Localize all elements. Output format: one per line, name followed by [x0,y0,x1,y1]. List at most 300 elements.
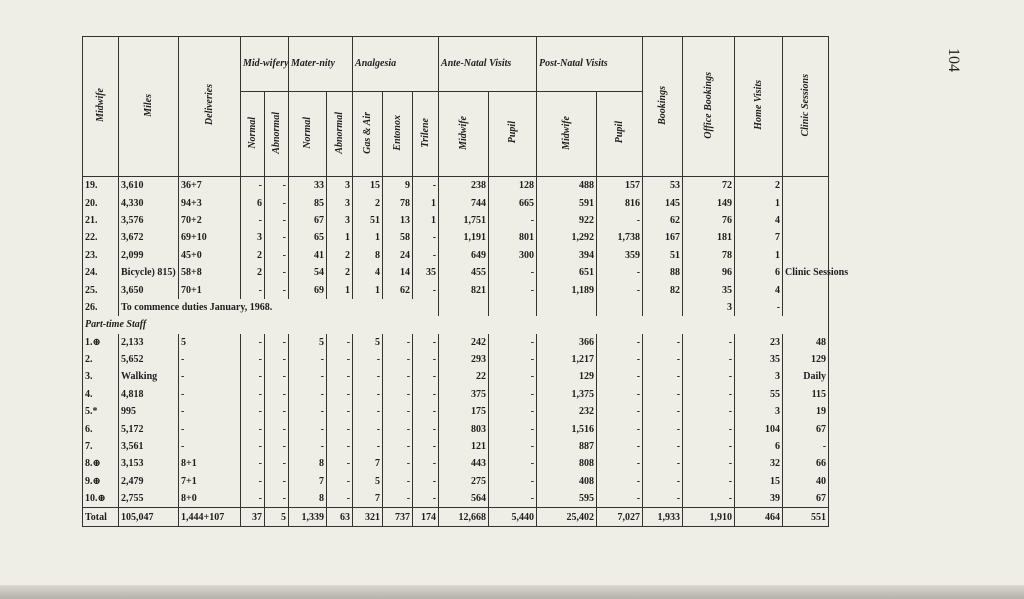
cell-cs: 67 [783,420,829,437]
table-row [83,229,829,246]
cell-en: - [383,334,413,351]
cell-ob: - [683,455,735,472]
cell-tn: 8 [289,455,327,472]
cell-en: 58 [383,229,413,246]
cell-hv: 1 [735,194,783,211]
cell-m: 22. [83,229,119,246]
table-row [83,368,829,385]
cell-del: - [179,420,241,437]
cell-bk: - [643,386,683,403]
cell-hv: 6 [735,264,783,281]
table-row [83,212,829,229]
cell-mn: - [241,490,265,508]
cell-en: 14 [383,264,413,281]
cell-ob: - [683,403,735,420]
cell-m: 26. [83,299,119,316]
midwife-statistics-table [82,36,849,527]
cell-ap: - [489,438,537,455]
cell-bk: 51 [643,247,683,264]
cell-ma: - [265,368,289,385]
cell-del: 5 [179,334,241,351]
cell-am: 443 [439,455,489,472]
cell-del: 94+3 [179,194,241,211]
cell-m: Total [83,508,119,526]
cell-am: 242 [439,334,489,351]
cell-hv: 2 [735,177,783,195]
cell-ap: - [489,403,537,420]
cell-ma: - [265,438,289,455]
cell-ma: - [265,386,289,403]
cell-pm: 408 [537,473,597,490]
cell-ap: - [489,420,537,437]
cell-pp: 359 [597,247,643,264]
cell-ob: - [683,438,735,455]
cell-ob: - [683,490,735,508]
table-row [83,473,829,490]
cell-cs [783,281,829,298]
cell-pp: - [597,386,643,403]
cell-am: 821 [439,281,489,298]
cell-miles: 5,652 [119,351,179,368]
cell-pm: 595 [537,490,597,508]
cell-cs: 129 [783,351,829,368]
cell-en: - [383,473,413,490]
cell-tn: 1,339 [289,508,327,526]
cell-ob: 3 [683,299,735,316]
cell-del: 69+10 [179,229,241,246]
cell-empty [439,299,489,316]
cell-del: 70+1 [179,281,241,298]
cell-bk: 1,933 [643,508,683,526]
cell-ap: - [489,334,537,351]
cell-pm: 1,189 [537,281,597,298]
cell-pp: 7,027 [597,508,643,526]
cell-bk: 88 [643,264,683,281]
cell-miles: 105,047 [119,508,179,526]
cell-ap: - [489,212,537,229]
cell-ma: 5 [265,508,289,526]
cell-pp: - [597,264,643,281]
cell-tr: - [413,420,439,437]
cell-ga: 5 [353,334,383,351]
cell-ma: - [265,403,289,420]
cell-ta: - [327,438,353,455]
cell-miles: 5,172 [119,420,179,437]
cell-bk: 145 [643,194,683,211]
cell-ob: - [683,386,735,403]
cell-pp: 816 [597,194,643,211]
cell-ob: - [683,334,735,351]
cell-ob: - [683,473,735,490]
cell-mn: 2 [241,247,265,264]
cell-mn: - [241,438,265,455]
cell-ap: 665 [489,194,537,211]
cell-tn: - [289,403,327,420]
cell-pm: 394 [537,247,597,264]
cell-am: 293 [439,351,489,368]
cell-ta: - [327,420,353,437]
group-postnatal-header: Post-Natal Visits [537,37,643,92]
cell-tn: 8 [289,490,327,508]
cell-tr: - [413,403,439,420]
cell-del: 36+7 [179,177,241,195]
cell-ta: 3 [327,177,353,195]
cell-hv: - [735,299,783,316]
cell-bk: - [643,403,683,420]
cell-en: - [383,351,413,368]
cell-ob: 181 [683,229,735,246]
cell-en: - [383,438,413,455]
cell-pm: 232 [537,403,597,420]
cell-tr: - [413,229,439,246]
cell-en: 13 [383,212,413,229]
group-antenatal-header: Ante-Natal Visits [439,37,537,92]
cell-mn: - [241,455,265,472]
cell-am: 375 [439,386,489,403]
cell-pm: 808 [537,455,597,472]
cell-en: - [383,403,413,420]
cell-am: 803 [439,420,489,437]
table-row [83,455,829,472]
cell-m: 20. [83,194,119,211]
cell-ma: - [265,490,289,508]
col-bookings-header: Bookings [643,37,683,177]
cell-m: 5.* [83,403,119,420]
cell-miles: 3,650 [119,281,179,298]
cell-hv: 39 [735,490,783,508]
cell-bk: 82 [643,281,683,298]
cell-mn: - [241,351,265,368]
col-deliveries-header: Deliveries [179,37,241,177]
table-body [83,177,849,527]
table-row [83,438,829,455]
cell-ma: - [265,351,289,368]
group-midwifery-header: Mid-wifery [241,37,289,92]
cell-del: 8+0 [179,490,241,508]
cell-tn: 85 [289,194,327,211]
cell-ga: - [353,420,383,437]
cell-ma: - [265,247,289,264]
cell-ob: 78 [683,247,735,264]
cell-empty [783,299,829,316]
cell-tr: 1 [413,194,439,211]
cell-cs: 40 [783,473,829,490]
cell-tr: - [413,368,439,385]
cell-bk: - [643,438,683,455]
cell-m: 1.⊕ [83,334,119,351]
cell-m: 2. [83,351,119,368]
table-row [83,194,829,211]
cell-del: - [179,403,241,420]
cell-cs: - [783,438,829,455]
cell-ma: - [265,212,289,229]
cell-hv: 104 [735,420,783,437]
cell-empty [537,299,597,316]
col-postnatal-midwife-header: Midwife [537,92,597,177]
cell-ga: - [353,438,383,455]
cell-ga: 7 [353,455,383,472]
col-trilene-header: Trilene [413,92,439,177]
cell-tr: - [413,386,439,403]
cell-tn: 65 [289,229,327,246]
cell-ta: 2 [327,264,353,281]
col-maternity-abnormal-header: Abnormal [327,92,353,177]
cell-ga: 7 [353,490,383,508]
cell-ap: 5,440 [489,508,537,526]
part-time-staff-label: Part-time Staff [83,316,829,333]
cell-mn: - [241,281,265,298]
group-maternity-header: Mater-nity [289,37,353,92]
cell-pp: 1,738 [597,229,643,246]
cell-bk: - [643,368,683,385]
cell-ob: - [683,351,735,368]
col-midwifery-abnormal-header: Abnormal [265,92,289,177]
col-miles-header: Miles [119,37,179,177]
table-row [83,351,829,368]
cell-am: 649 [439,247,489,264]
cell-cs [783,229,829,246]
total-row [83,508,829,526]
cell-del: 45+0 [179,247,241,264]
col-maternity-normal-header: Normal [289,92,327,177]
cell-pp: - [597,403,643,420]
cell-en: 78 [383,194,413,211]
cell-am: 175 [439,403,489,420]
cell-cs: Clinic Sessions [783,264,829,281]
cell-ga: 321 [353,508,383,526]
cell-empty [643,299,683,316]
cell-ta: - [327,386,353,403]
col-postnatal-pupil-header: Pupil [597,92,643,177]
cell-pm: 1,516 [537,420,597,437]
cell-hv: 15 [735,473,783,490]
cell-en: - [383,455,413,472]
cell-ta: - [327,490,353,508]
cell-hv: 1 [735,247,783,264]
cell-ob: 76 [683,212,735,229]
col-antenatal-pupil-header: Pupil [489,92,537,177]
cell-miles: 2,479 [119,473,179,490]
cell-ta: - [327,368,353,385]
cell-miles: Bicycle) 815) [119,264,179,281]
cell-pm: 25,402 [537,508,597,526]
cell-tn: - [289,351,327,368]
cell-pm: 887 [537,438,597,455]
cell-cs: 551 [783,508,829,526]
cell-cs [783,212,829,229]
cell-ap: - [489,490,537,508]
col-home-visits-header: Home Visits [735,37,783,177]
cell-pm: 488 [537,177,597,195]
cell-ta: - [327,455,353,472]
cell-ta: 3 [327,212,353,229]
cell-ob: - [683,420,735,437]
cell-pm: 1,292 [537,229,597,246]
cell-miles: 3,610 [119,177,179,195]
cell-m: 6. [83,420,119,437]
cell-ta: - [327,351,353,368]
cell-hv: 23 [735,334,783,351]
cell-tn: 33 [289,177,327,195]
cell-pp: - [597,368,643,385]
cell-pp: - [597,420,643,437]
cell-del: - [179,386,241,403]
group-analgesia-header: Analgesia [353,37,439,92]
table-row [83,281,829,298]
cell-am: 744 [439,194,489,211]
cell-mn: - [241,368,265,385]
cell-bk: 62 [643,212,683,229]
cell-m: 19. [83,177,119,195]
cell-ga: - [353,403,383,420]
cell-bk: - [643,334,683,351]
cell-ga: - [353,386,383,403]
cell-en: 9 [383,177,413,195]
cell-cs: Daily [783,368,829,385]
cell-pp: - [597,351,643,368]
cell-am: 275 [439,473,489,490]
cell-en: - [383,420,413,437]
cell-ga: 2 [353,194,383,211]
cell-bk: 167 [643,229,683,246]
cell-mn: 37 [241,508,265,526]
cell-bk: - [643,490,683,508]
cell-en: - [383,368,413,385]
cell-pm: 366 [537,334,597,351]
cell-ta: - [327,403,353,420]
cell-ga: 51 [353,212,383,229]
cell-ga: 8 [353,247,383,264]
cell-ga: 1 [353,229,383,246]
cell-ta: 1 [327,229,353,246]
col-midwifery-normal-header: Normal [241,92,265,177]
table-row [83,247,829,264]
col-antenatal-midwife-header: Midwife [439,92,489,177]
cell-pm: 651 [537,264,597,281]
cell-pm: 922 [537,212,597,229]
cell-tr: 35 [413,264,439,281]
cell-ma: - [265,177,289,195]
cell-empty [597,299,643,316]
cell-del: - [179,351,241,368]
cell-m: 23. [83,247,119,264]
page-edge [0,585,1024,599]
cell-tr: - [413,455,439,472]
cell-tn: 7 [289,473,327,490]
cell-mn: 3 [241,229,265,246]
cell-mn: - [241,403,265,420]
cell-pp: - [597,334,643,351]
cell-miles: 3,672 [119,229,179,246]
cell-pm: 591 [537,194,597,211]
cell-m: 4. [83,386,119,403]
cell-ta: 3 [327,194,353,211]
cell-pp: 157 [597,177,643,195]
cell-tr: - [413,177,439,195]
cell-cs [783,247,829,264]
cell-ap: 128 [489,177,537,195]
cell-en: 737 [383,508,413,526]
cell-ta: 1 [327,281,353,298]
cell-tr: - [413,247,439,264]
cell-cs: 67 [783,490,829,508]
cell-m: 24. [83,264,119,281]
page-number: 104 [945,48,962,72]
table-row [83,420,829,437]
cell-del: - [179,438,241,455]
cell-ap: - [489,264,537,281]
cell-ga: 15 [353,177,383,195]
note-text: To commence duties January, 1968. [119,299,439,316]
cell-ob: 35 [683,281,735,298]
cell-ga: - [353,351,383,368]
cell-ob: 96 [683,264,735,281]
cell-miles: 3,576 [119,212,179,229]
cell-m: 8.⊕ [83,455,119,472]
cell-miles: 4,818 [119,386,179,403]
cell-am: 121 [439,438,489,455]
cell-m: 25. [83,281,119,298]
cell-ma: - [265,473,289,490]
cell-ob: 1,910 [683,508,735,526]
cell-ga: 4 [353,264,383,281]
cell-am: 238 [439,177,489,195]
cell-am: 12,668 [439,508,489,526]
table-row [83,299,829,316]
cell-miles: 2,133 [119,334,179,351]
cell-hv: 464 [735,508,783,526]
cell-mn: - [241,334,265,351]
cell-mn: - [241,177,265,195]
cell-del: 8+1 [179,455,241,472]
cell-mn: - [241,386,265,403]
cell-tr: 1 [413,212,439,229]
cell-del: 70+2 [179,212,241,229]
cell-tr: - [413,351,439,368]
section-label-row [83,316,829,333]
cell-del: 1,444+107 [179,508,241,526]
cell-mn: - [241,473,265,490]
cell-mn: - [241,420,265,437]
cell-ga: - [353,368,383,385]
cell-miles: 995 [119,403,179,420]
cell-ob: 149 [683,194,735,211]
cell-bk: 53 [643,177,683,195]
cell-pp: - [597,473,643,490]
cell-hv: 32 [735,455,783,472]
cell-cs: 66 [783,455,829,472]
cell-del: 7+1 [179,473,241,490]
cell-hv: 4 [735,212,783,229]
cell-cs [783,177,829,195]
cell-am: 455 [439,264,489,281]
cell-ma: - [265,194,289,211]
cell-tr: - [413,334,439,351]
cell-tr: - [413,438,439,455]
cell-cs: 19 [783,403,829,420]
cell-pm: 129 [537,368,597,385]
col-midwife-header: Midwife [83,37,119,177]
table-row [83,386,829,403]
cell-ap: 801 [489,229,537,246]
cell-miles: 3,153 [119,455,179,472]
table-row [83,490,829,508]
cell-hv: 35 [735,351,783,368]
col-entonox-header: Entonox [383,92,413,177]
cell-pm: 1,217 [537,351,597,368]
cell-ob: 72 [683,177,735,195]
col-gas-air-header: Gas & Air [353,92,383,177]
